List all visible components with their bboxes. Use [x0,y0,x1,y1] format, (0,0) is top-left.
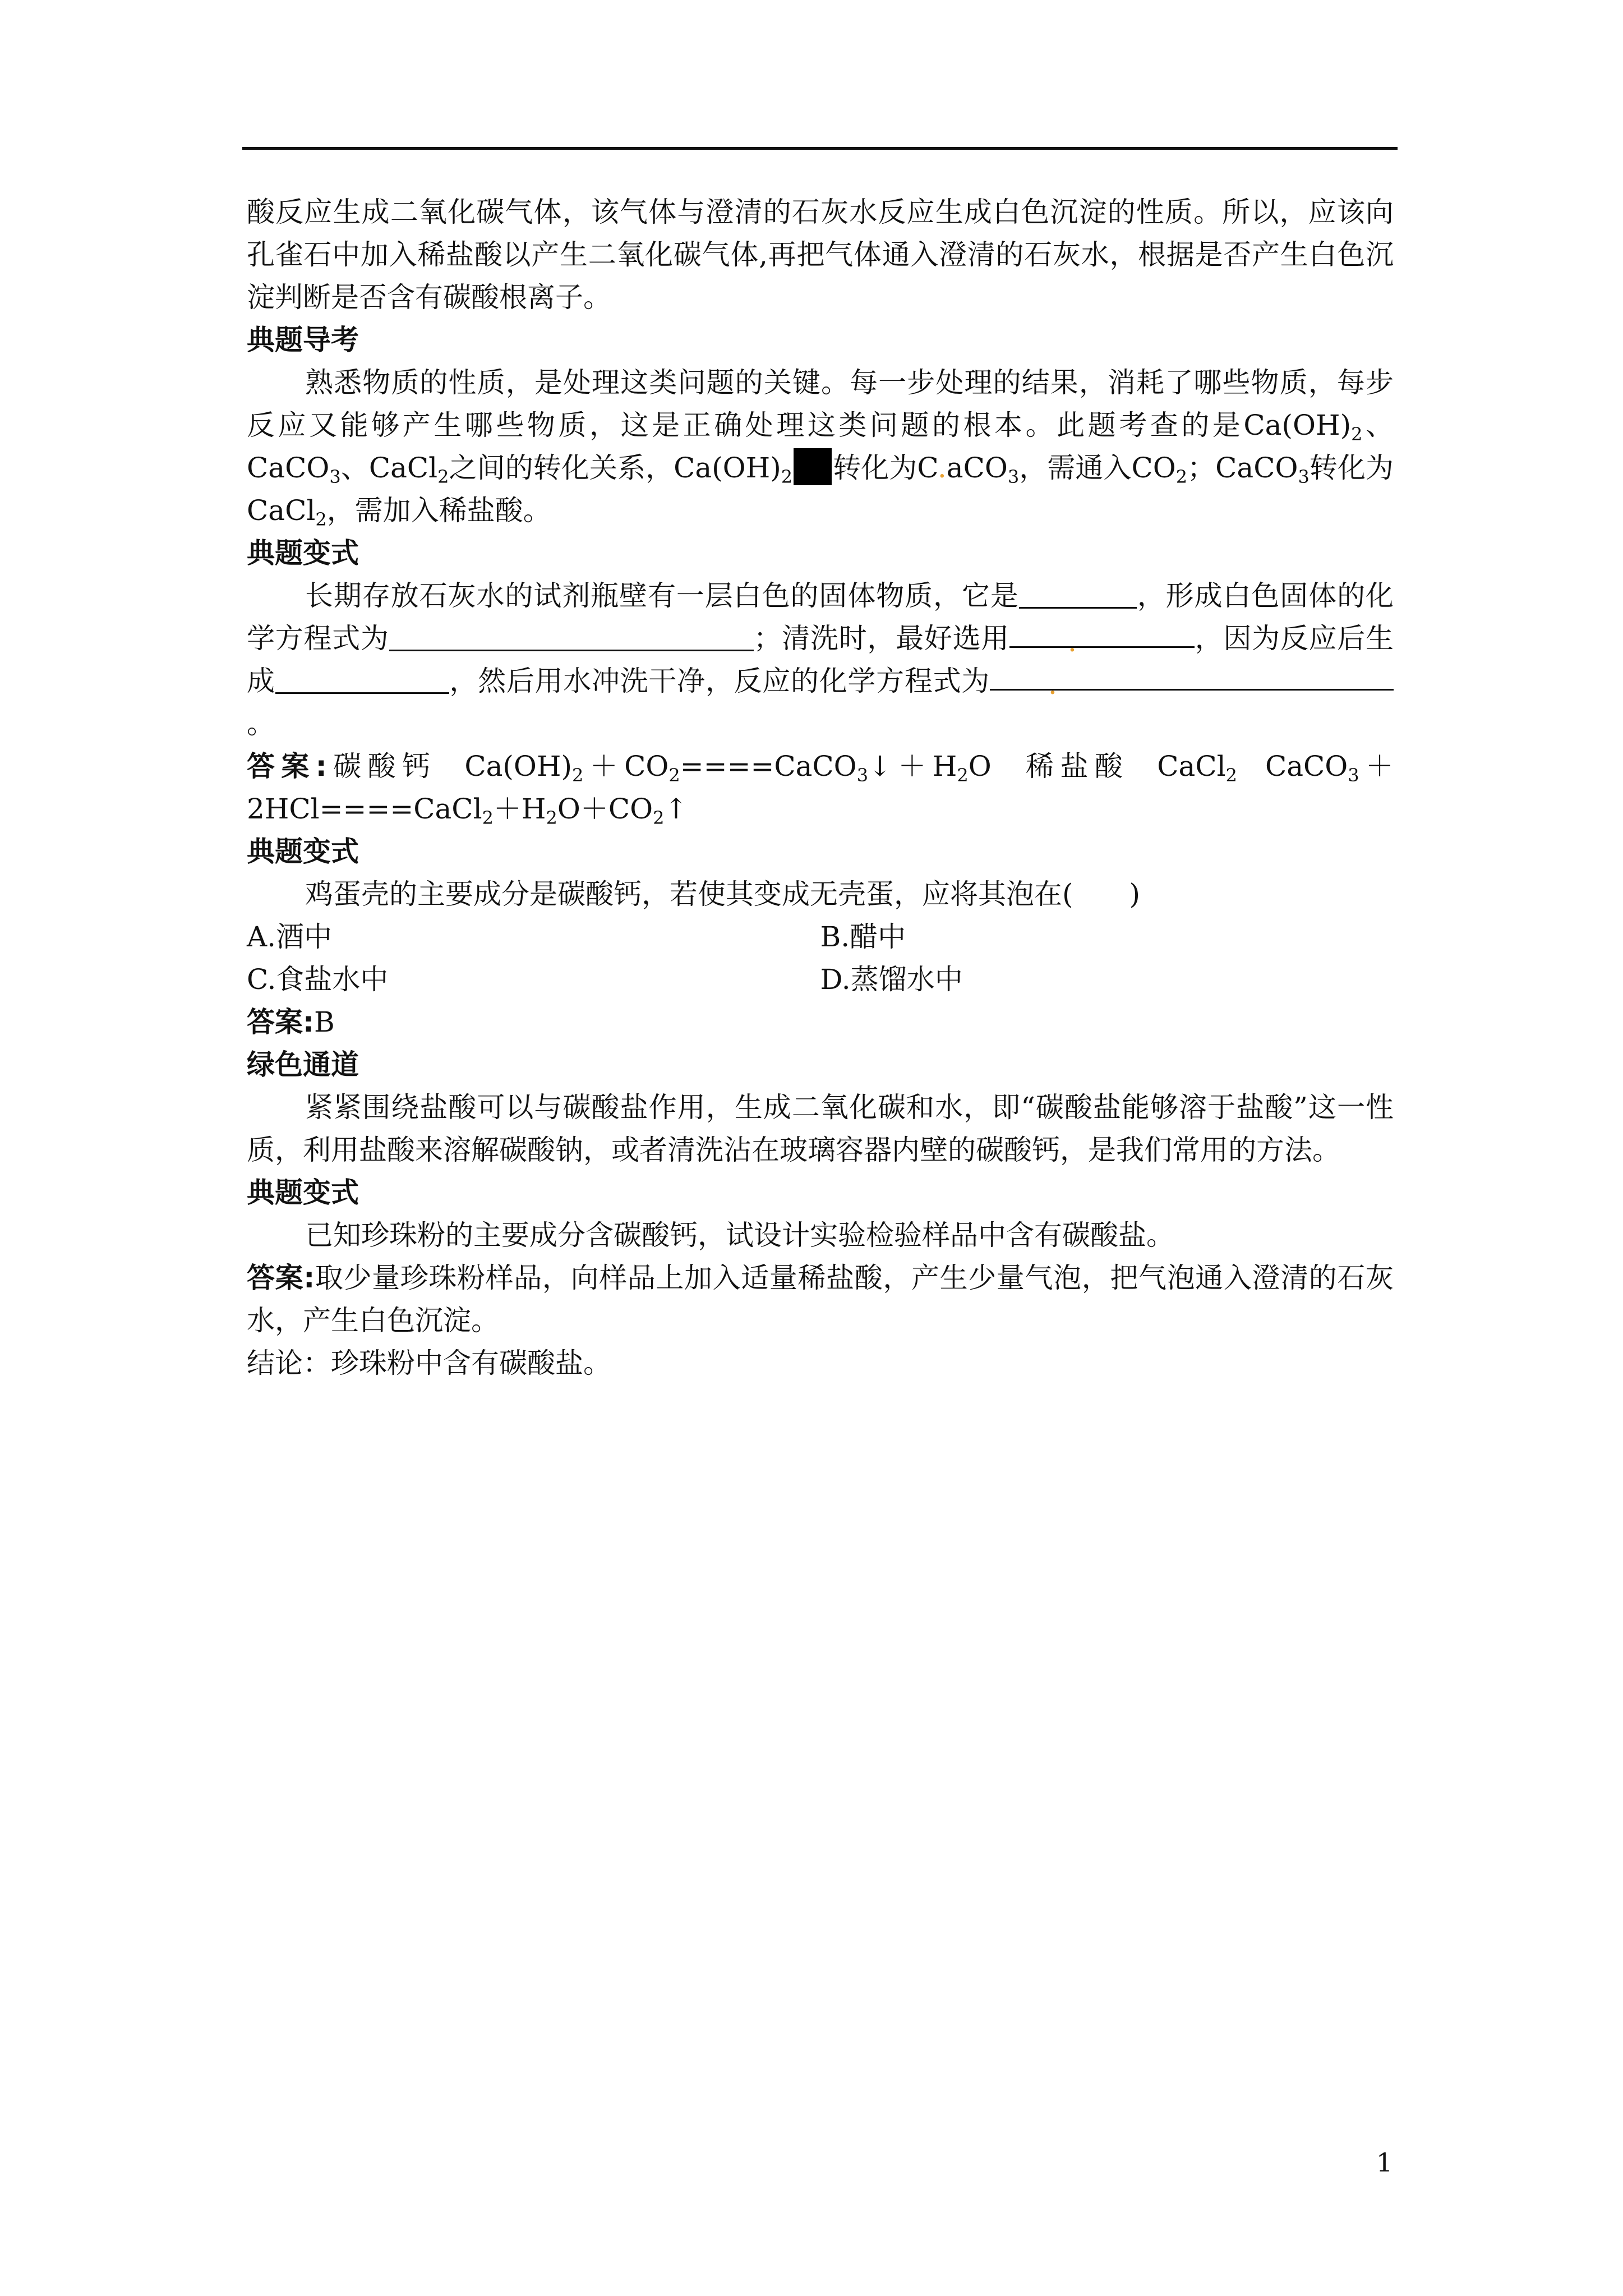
green-paragraph: 紧紧围绕盐酸可以与碳酸盐作用，生成二氧化碳和水，即“碳酸盐能够溶于盐酸”这一性质，利用盐酸来溶解碳酸钠，或者清洗沾在玻璃容器内壁的碳酸钙，是我们常用的方法。 [247,1091,1394,1166]
intro-paragraph: 酸反应生成二氧化碳气体，该气体与澄清的石灰水反应生成白色沉淀的性质。所以，应该向孔雀石中加入稀盐酸以产生二氧化碳气体,再把气体通入澄清的石灰水，根据是否产生白色沉淀判断是否含有碳酸根离子。 [247,196,1394,314]
section-title-guide: 典题导考 [247,324,359,356]
header-rule [242,147,1398,150]
answer-blank[interactable] [1019,581,1137,609]
answer-blank[interactable] [275,666,449,694]
options-list [247,915,1394,1001]
option-d[interactable]: D.蒸馏水中 [820,963,963,996]
section-title-green: 绿色通道 [247,1048,359,1081]
answer-blank[interactable] [389,624,754,651]
answer-blank[interactable]: . [1009,620,1195,648]
variant-3-conclusion: 结论：珍珠粉中含有碳酸盐。 [247,1347,611,1379]
section-title-variant-2: 典题变式 [247,835,359,868]
variant-1-answer: 答案:碳酸钙 $Ca(OH)_2+CO_2====CaCO_3↓+H_2O$ 稀盐酸 CaCl$_2$ $CaCO_3+2HCl====CaCl_2+H_2O+CO_2↑$ [247,750,1394,829]
option-c[interactable]: C.食盐水中 [247,963,389,996]
redaction-box [794,448,832,485]
variant-1-question: 长期存放石灰水的试剂瓶壁有一层白色的固体物质，它是 ，形成白色固体的化学方程式为 ；清洗时，最好选用 . ，因为反应后生成 ，然后用水冲洗干净，反应的化学方程式为 .。 [247,579,1394,740]
section-title-variant-3: 典题变式 [247,1176,359,1209]
option-b[interactable]: B.醋中 [820,921,906,953]
page-content [247,191,1394,1384]
page-number: 1 [1376,2147,1393,2178]
variant-3-answer: 答案:取少量珍珠粉样品，向样品上加入适量稀盐酸，产生少量气泡，把气泡通入澄清的石灰水，产生白色沉淀。 [247,1262,1394,1337]
variant-2-question: 鸡蛋壳的主要成分是碳酸钙，若使其变成无壳蛋，应将其泡在( ) [305,878,1141,910]
variant-2-answer: 答案:B [247,1006,335,1038]
answer-blank[interactable]: . [990,663,1394,691]
option-a[interactable]: A.酒中 [247,921,333,953]
section-title-variant-1: 典题变式 [247,537,359,569]
guide-paragraph: 熟悉物质的性质，是处理这类问题的关键。每一步处理的结果，消耗了哪些物质，每步反应又能够产生哪些物质，这是正确处理这类问题的根本。此题考查的是$Ca(OH)_2$、CaCO$_3$、CaCl$_2$之间的转化关系，$Ca(OH)_2$ 转化为C.aCO$_3$，需通入$CO_2$；CaCO$_3$转化为CaCl$_2$，需加入稀盐酸。 [247,366,1394,530]
variant-3-question: 已知珍珠粉的主要成分含碳酸钙，试设计实验检验样品中含有碳酸盐。 [305,1219,1174,1251]
